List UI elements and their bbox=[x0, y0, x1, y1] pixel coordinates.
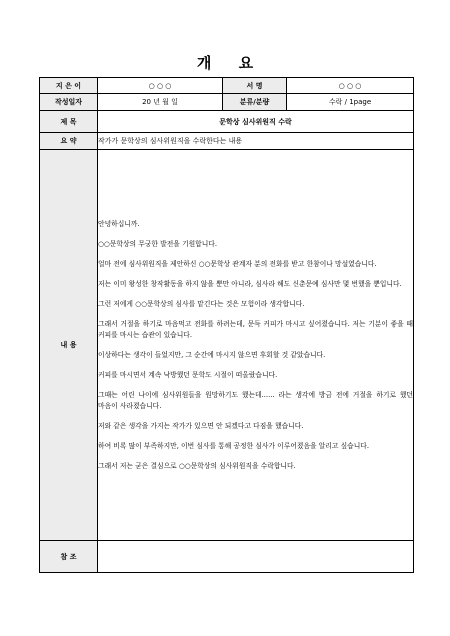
content-paragraph: ○○문학상의 무궁한 발전을 기원합니다. bbox=[98, 239, 217, 248]
signature-value: ○ ○ ○ bbox=[287, 78, 414, 94]
content-paragraph: 하여 비록 많이 부족하지만, 이번 심사를 통해 공정한 심사가 이루어졌음을 알리고 싶습니다. bbox=[98, 441, 370, 450]
summary-label: 요 약 bbox=[40, 133, 98, 150]
signature-label: 서 명 bbox=[223, 78, 287, 94]
subject-value: 문학상 심사위원직 수락 bbox=[98, 111, 414, 133]
date-label: 작성일자 bbox=[40, 94, 98, 111]
content-label: 내 용 bbox=[40, 150, 98, 541]
reference-value bbox=[98, 541, 414, 573]
content-paragraph: 안녕하십니까. bbox=[98, 219, 140, 228]
content-row bbox=[40, 150, 414, 541]
category-label: 분류/분량 bbox=[223, 94, 287, 111]
summary-row bbox=[40, 133, 414, 150]
subject-label: 제 목 bbox=[40, 111, 98, 133]
document-form-table bbox=[39, 77, 414, 573]
content-paragraph: 그래서 거절을 하기로 마음먹고 전화를 하려는데, 문득 커피가 마시고 싶어졌습니다. 저는 기분이 좋을 때 커피를 마시는 습관이 있습니다. bbox=[98, 319, 413, 339]
content-paragraph: 그런 저에게 ○○문학상의 심사를 맡긴다는 것은 모험이라 생각합니다. bbox=[98, 299, 305, 308]
content-paragraph: 저와 같은 생각을 가지는 작가가 있으면 안 되겠다고 다짐을 했습니다. bbox=[98, 421, 304, 430]
author-row bbox=[40, 78, 414, 94]
content-paragraph: 커피를 마시면서 계속 낙방했던 문학도 시절이 떠올랐습니다. bbox=[98, 370, 278, 379]
subject-row bbox=[40, 111, 414, 133]
content-paragraph: 그래서 저는 굳은 결심으로 ○○문학상의 심사위원직을 수락합니다. bbox=[98, 461, 296, 470]
reference-row bbox=[40, 541, 414, 573]
summary-value: 작가가 문학상의 심사위원직을 수락한다는 내용 bbox=[98, 133, 414, 150]
date-row bbox=[40, 94, 414, 111]
page-title: 개 요 bbox=[196, 54, 254, 72]
author-label: 지 은 이 bbox=[40, 78, 98, 94]
content-body bbox=[98, 150, 414, 541]
content-paragraph: 이상하다는 생각이 들었지만, 그 순간에 마시지 않으면 후회할 것 같았습니다. bbox=[98, 350, 326, 359]
reference-label: 참 조 bbox=[40, 541, 98, 573]
content-paragraph: 얼마 전에 심사위원직을 제안하신 ○○문학상 관계자 분의 전화를 받고 한참이나 망설였습니다. bbox=[98, 259, 377, 268]
content-paragraph: 그때는 어린 나이에 심사위원들을 원망하기도 했는데...... 라는 생각에 방금 전에 거절을 하기로 했던 마음이 사라졌습니다. bbox=[98, 390, 413, 410]
category-value: 수락 / 1page bbox=[287, 94, 414, 111]
date-value: 20 년 월 일 bbox=[98, 94, 223, 111]
content-paragraph: 저는 이미 왕성한 창작활동을 하지 않을 뿐만 아니라, 심사라 해도 신춘문예 심사만 몇 번했을 뿐입니다. bbox=[98, 279, 402, 288]
author-value: ○ ○ ○ bbox=[98, 78, 223, 94]
